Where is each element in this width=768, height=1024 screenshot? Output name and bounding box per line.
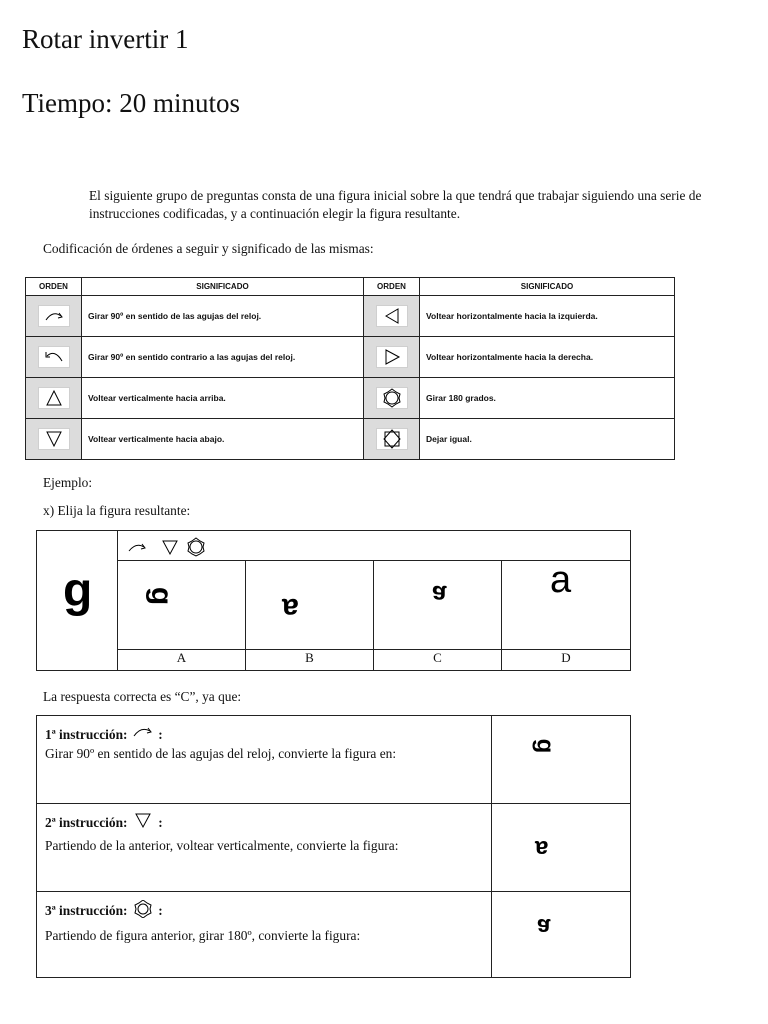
flip-down-icon (131, 812, 155, 830)
choice-b-figure[interactable] (245, 560, 374, 650)
flip-right-icon (376, 346, 408, 368)
instruction-row (37, 804, 630, 892)
intro-paragraph: El siguiente grupo de preguntas consta de una figura inicial sobre la que tendrá que trabajar siguiendo una serie de instrucciones codificadas, y a continuación elegir la figura resultante. (89, 188, 702, 221)
example-table (36, 530, 631, 671)
choice-label: D (561, 650, 571, 665)
choice-b-label-cell[interactable] (245, 649, 374, 671)
instruction-colon: : (158, 727, 163, 742)
rotate-180-icon (376, 387, 408, 409)
header-meaning: SIGNIFICADO (420, 278, 675, 296)
choice-label: C (433, 650, 442, 665)
table-header-row (26, 278, 675, 296)
instruction-heading: 1ª instrucción: (45, 727, 128, 742)
result-figure: a (537, 913, 551, 940)
meaning-text: Girar 180 grados. (420, 378, 675, 419)
rotate-180-icon (188, 538, 204, 556)
rotate-clockwise-icon (129, 544, 145, 551)
table-row (26, 419, 675, 460)
instruction-row (37, 716, 630, 804)
initial-figure: g (63, 564, 93, 617)
keep-same-icon (376, 428, 408, 450)
table-row (26, 296, 675, 337)
rotate-clockwise-icon (131, 724, 155, 742)
meaning-text: Voltear horizontalmente hacia la derecha. (420, 337, 675, 378)
meaning-text: Voltear verticalmente hacia arriba. (82, 378, 364, 419)
instruction-row (37, 892, 630, 978)
question-text: x) Elija la figura resultante: (43, 503, 191, 518)
rotate-clockwise-icon (38, 305, 70, 327)
page-title: Rotar invertir 1 (22, 24, 189, 54)
code-table (25, 277, 675, 460)
choice-d-figure[interactable] (501, 560, 631, 650)
choice-label: B (305, 650, 314, 665)
example-label: Ejemplo: (43, 475, 93, 490)
rotate-180-icon (131, 900, 155, 918)
choice-a-figure[interactable] (117, 560, 246, 650)
time-limit: Tiempo: 20 minutos (22, 88, 241, 118)
coding-title: Codificación de órdenes a seguir y significado de las mismas: (43, 241, 374, 256)
choice-label: A (176, 650, 187, 665)
choice-glyph: g (145, 586, 179, 606)
instruction-heading: 3ª instrucción: (45, 903, 128, 918)
header-meaning: SIGNIFICADO (82, 278, 364, 296)
flip-down-icon (38, 428, 70, 450)
result-figure: g (531, 738, 559, 754)
meaning-text: Voltear horizontalmente hacia la izquierda. (420, 296, 675, 337)
initial-figure-cell (36, 530, 118, 671)
header-order: ORDEN (364, 278, 420, 296)
choice-d-label-cell[interactable] (501, 649, 631, 671)
meaning-text: Voltear verticalmente hacia abajo. (82, 419, 364, 460)
choice-a-label-cell[interactable] (117, 649, 246, 671)
instruction-sequence (117, 530, 631, 561)
instruction-colon: : (158, 903, 163, 918)
choice-c-label-cell[interactable] (373, 649, 502, 671)
header-order: ORDEN (26, 278, 82, 296)
meaning-text: Girar 90º en sentido contrario a las agujas del reloj. (82, 337, 364, 378)
table-row (26, 337, 675, 378)
flip-up-icon (38, 387, 70, 409)
choice-glyph: a (432, 580, 447, 610)
choice-glyph: a (282, 592, 299, 625)
answer-table (36, 715, 631, 978)
instruction-text: Girar 90º en sentido de las agujas del reloj, convierte la figura en: (45, 746, 397, 761)
meaning-text: Girar 90º en sentido de las agujas del reloj. (82, 296, 364, 337)
meaning-text: Dejar igual. (420, 419, 675, 460)
choice-glyph: a (550, 559, 572, 601)
answer-text: La respuesta correcta es “C”, ya que: (43, 689, 242, 704)
instruction-heading: 2ª instrucción: (45, 815, 128, 830)
flip-left-icon (376, 305, 408, 327)
flip-down-icon (163, 541, 177, 554)
choice-c-figure[interactable] (373, 560, 502, 650)
instruction-colon: : (158, 815, 163, 830)
instruction-text: Partiendo de la anterior, voltear verticalmente, convierte la figura: (45, 838, 399, 853)
rotate-counterclockwise-icon (38, 346, 70, 368)
result-figure: a (535, 835, 549, 862)
table-row (26, 378, 675, 419)
instruction-text: Partiendo de figura anterior, girar 180º, convierte la figura: (45, 928, 361, 943)
